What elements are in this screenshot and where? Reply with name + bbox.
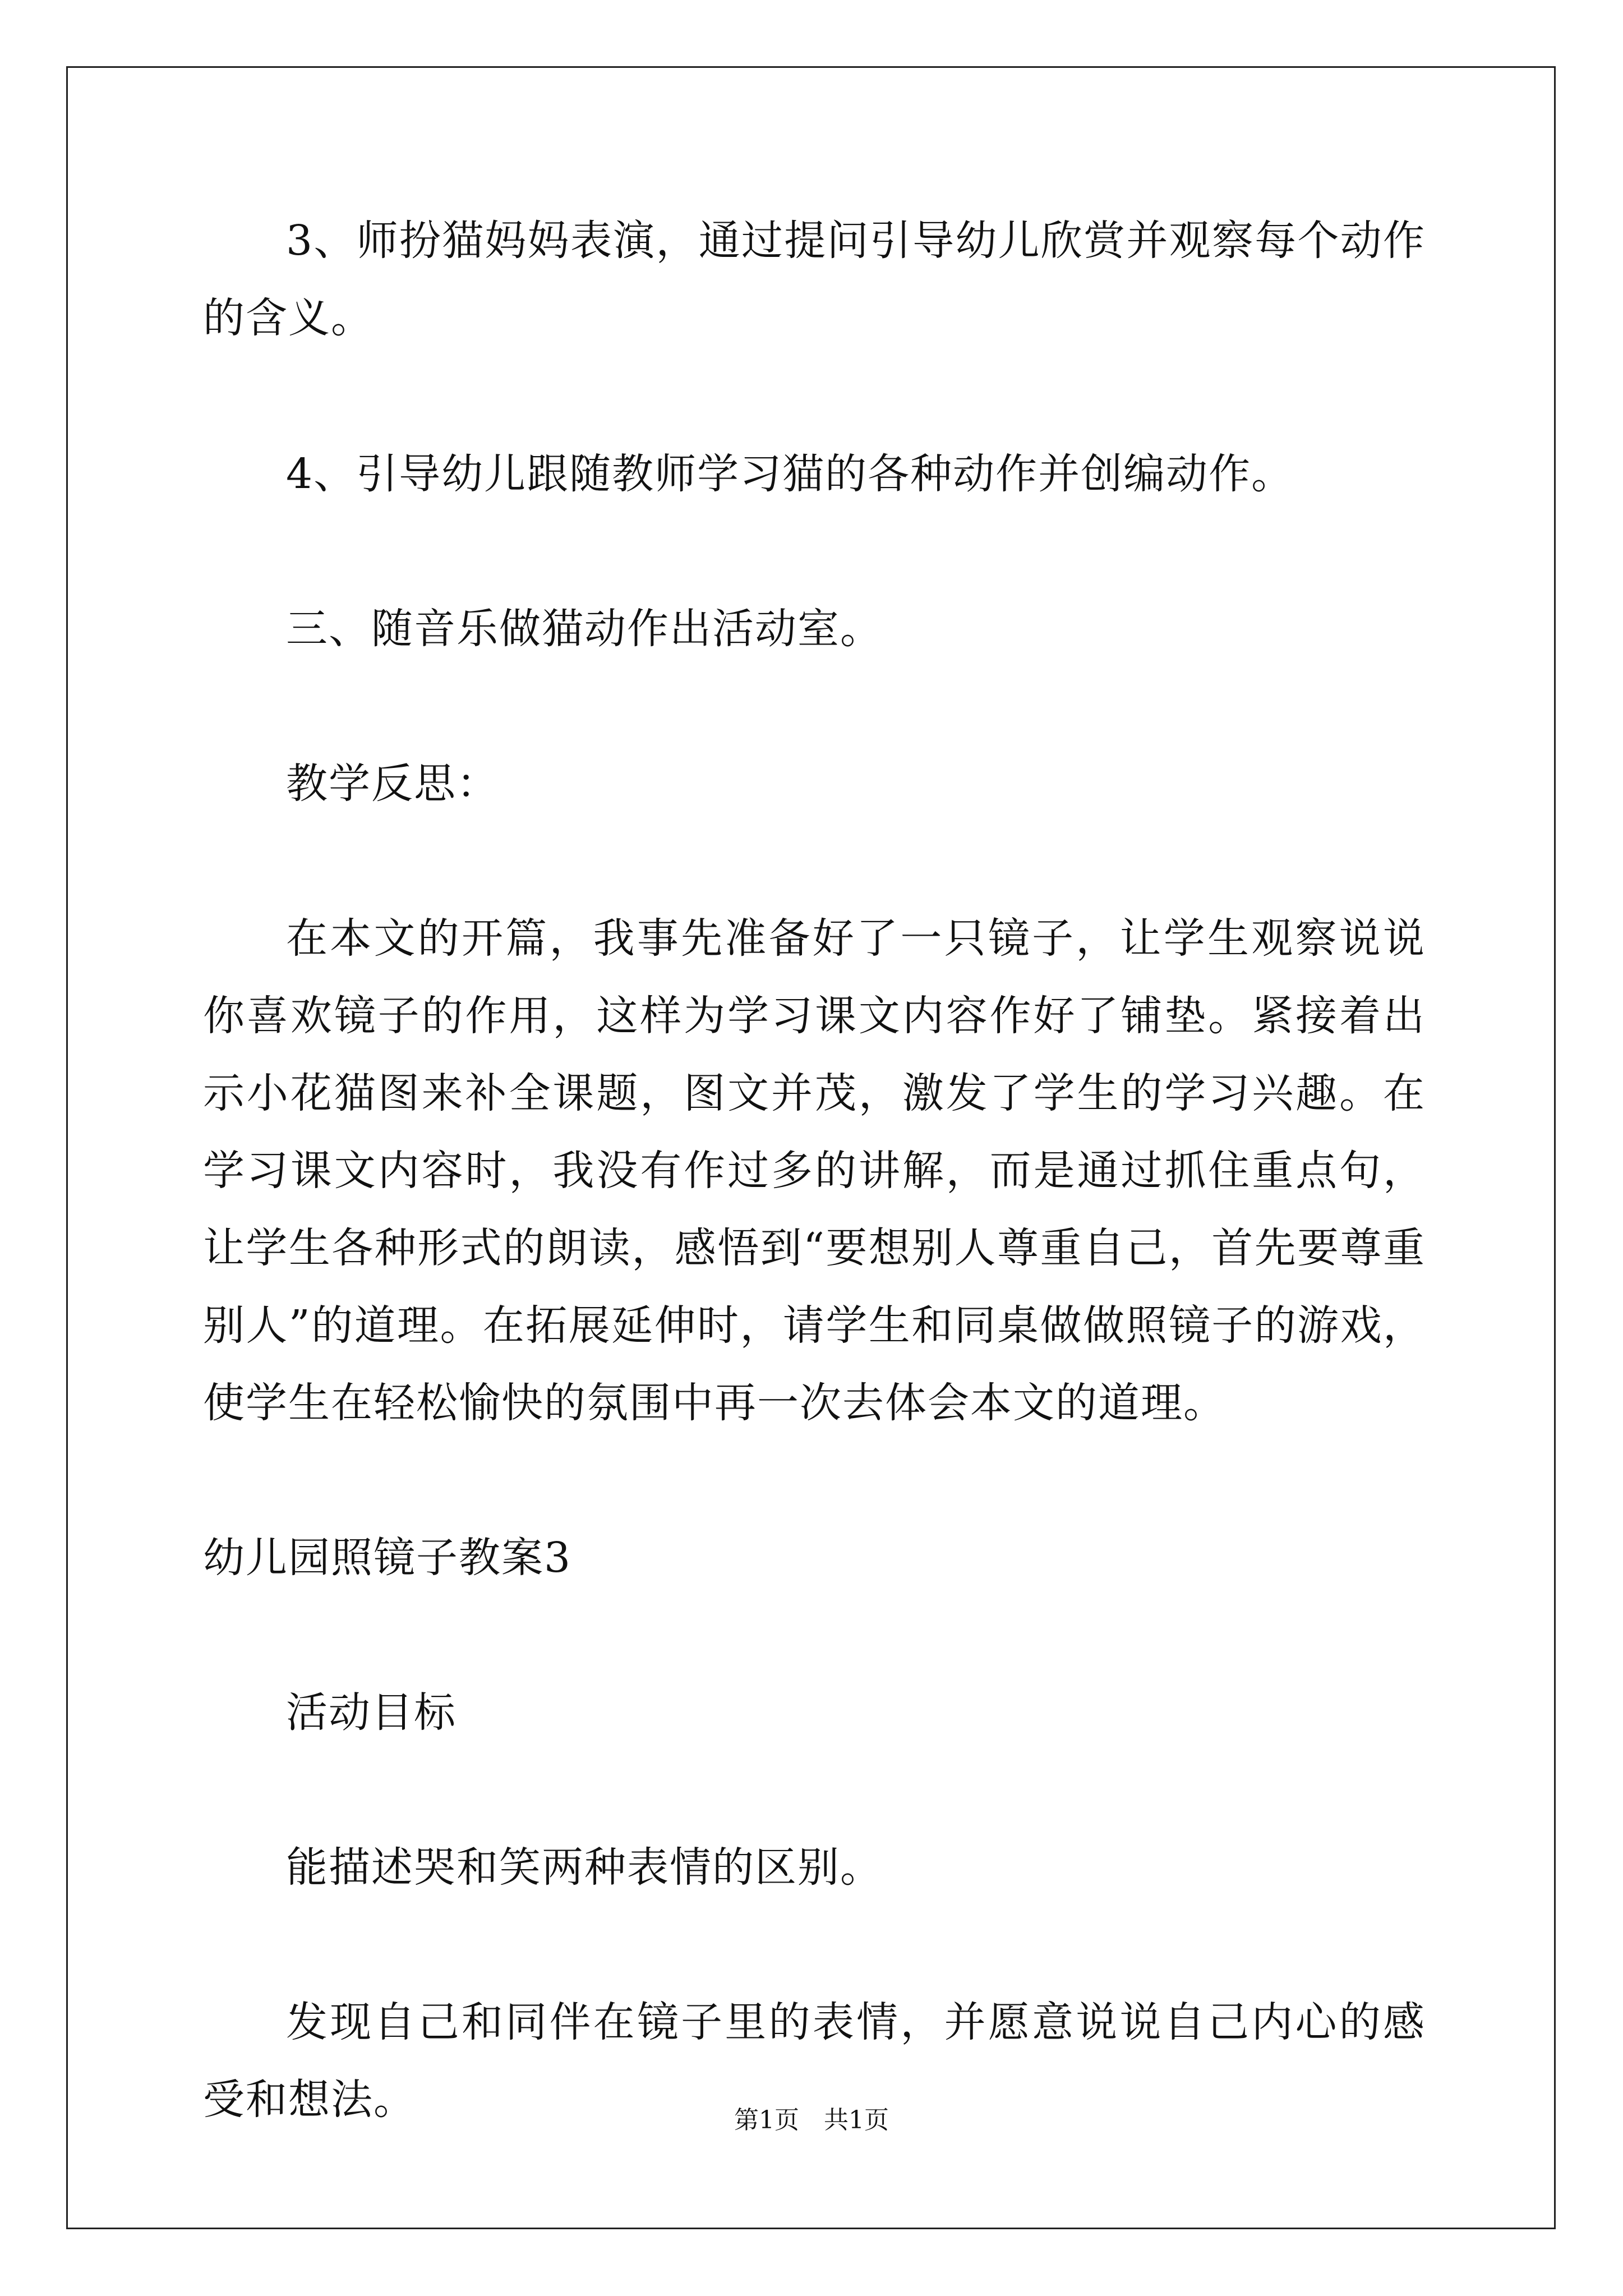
paragraph-spacer	[203, 513, 1426, 590]
reflection-paragraph: 在本文的开篇，我事先准备好了一只镜子，让学生观察说说你喜欢镜子的作用，这样为学习课文内容作好了铺垫。紧接着出示小花猫图来补全课题，图文并茂，激发了学生的学习兴趣。在学习课文内容时，我没有作过多的讲解，而是通过抓住重点句，让学生各种形式的朗读，感悟到“要想别人尊重自己，首先要尊重别人”的道理。在拓展延伸时，请学生和同桌做做照镜子的游戏，使学生在轻松愉快的氛围中再一次去体会本文的道理。	[203, 914, 1426, 1427]
paragraph-spacer	[203, 1442, 1426, 1519]
page-footer: 第1页 共1页	[734, 2106, 889, 2134]
document-body	[203, 202, 1426, 2138]
paragraph-spacer	[203, 1751, 1426, 1829]
activity-goal-heading: 活动目标	[286, 1688, 457, 1737]
paragraph-spacer	[203, 357, 1426, 435]
paragraph-section-three: 三、随音乐做猫动作出活动室。	[286, 605, 883, 653]
reflection-heading: 教学反思：	[286, 760, 499, 808]
goal-item-2: 发现自己和同伴在镜子里的表情，并愿意说说自己内心的感受和想法。	[203, 1998, 1426, 2124]
paragraph-spacer	[203, 1906, 1426, 1984]
paragraph-step-4: 4、引导幼儿跟随教师学习猫的各种动作并创编动作。	[286, 450, 1294, 498]
section-title: 幼儿园照镜子教案3	[203, 1534, 572, 1582]
paragraph-spacer	[203, 668, 1426, 745]
paragraph-spacer	[203, 1596, 1426, 1674]
paragraph-step-3: 3、师扮猫妈妈表演，通过提问引导幼儿欣赏并观察每个动作的含义。	[203, 217, 1426, 342]
goal-item-1: 能描述哭和笑两种表情的区别。	[286, 1843, 883, 1892]
paragraph-spacer	[203, 822, 1426, 900]
